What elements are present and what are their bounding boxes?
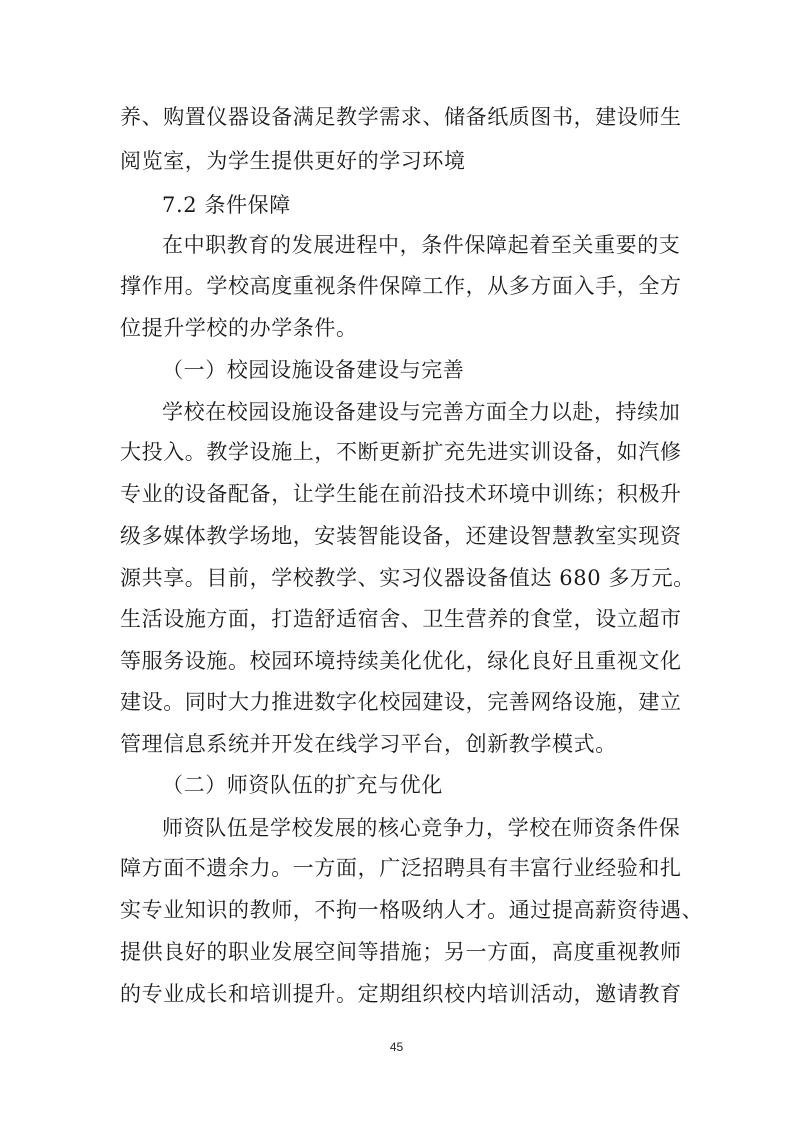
page-number: 45 [389, 1040, 404, 1054]
paragraph-first-line: 师资队伍是学校发展的核心竞争力，学校在师资条件保 [162, 816, 681, 840]
body-text-line: 阅览室，为学生提供更好的学习环境 [120, 149, 466, 173]
body-text-line: 养、购置仪器设备满足教学需求、储备纸质图书，建设师生 [120, 105, 682, 129]
body-text-line: 管理信息系统并开发在线学习平台，创新教学模式。 [120, 732, 617, 756]
paragraph-first-line: 学校在校园设施设备建设与完善方面全力以赴，持续加 [162, 400, 681, 424]
body-text-line: 障方面不遗余力。一方面，广泛招聘具有丰富行业经验和扎 [120, 856, 682, 880]
body-text-line: 位提升学校的办学条件。 [120, 316, 358, 340]
body-text-line: 提供良好的职业发展空间等措施；另一方面，高度重视教师 [120, 940, 682, 964]
body-text-line: 级多媒体教学场地，安装智能设备，还建设智慧教室实现资 [120, 524, 682, 548]
body-text-line: 的专业成长和培训提升。定期组织校内培训活动，邀请教育 [120, 982, 682, 1006]
body-text-line: 源共享。目前，学校教学、实习仪器设备值达 680 多万元。 [120, 566, 695, 590]
section-heading: 7.2 条件保障 [162, 193, 291, 217]
body-text-line: 生活设施方面，打造舒适宿舍、卫生营养的食堂，设立超市 [120, 607, 682, 631]
body-text-line: 实专业知识的教师，不拘一格吸纳人才。通过提高薪资待遇、 [120, 898, 704, 922]
body-text-line: 专业的设备配备，让学生能在前沿技术环境中训练；积极升 [120, 482, 682, 506]
body-text-line: 建设。同时大力推进数字化校园建设，完善网络设施，建立 [120, 690, 682, 714]
body-text-line: 等服务设施。校园环境持续美化优化，绿化良好且重视文化 [120, 649, 682, 673]
body-text-line: 撑作用。学校高度重视条件保障工作，从多方面入手，全方 [120, 274, 682, 298]
body-text-line: 大投入。教学设施上，不断更新扩充先进实训设备，如汽修 [120, 440, 682, 464]
subsection-heading: （一）校园设施设备建设与完善 [162, 358, 465, 382]
subsection-heading: （二）师资队伍的扩充与优化 [162, 773, 443, 797]
paragraph-first-line: 在中职教育的发展进程中，条件保障起着至关重要的支 [162, 233, 681, 257]
